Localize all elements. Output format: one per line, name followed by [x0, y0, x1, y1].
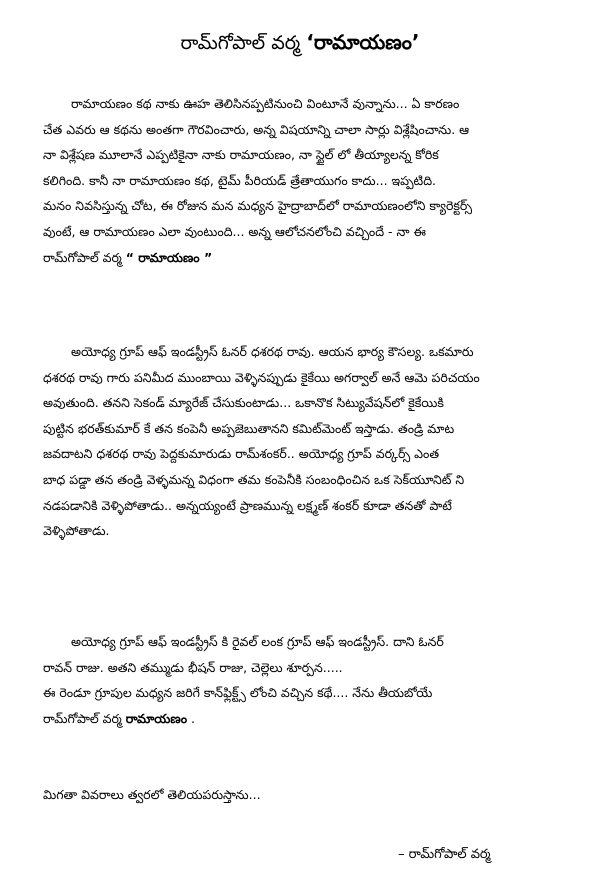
closing-prefix: రామ్‌గోపాల్ వర్మ	[43, 249, 126, 265]
paragraph-line: రావన్ రాజు. అతని తమ్ముడు భీషన్ రాజు, చెల్లెలు శూర్పన.....	[43, 659, 343, 675]
paragraph-line: ధశరథ రావు గారు పనిమీద ముంబాయి వెళ్ళినప్పుడు కైకేయి అగర్వాల్ అనే ఆమె పరిచయం	[43, 369, 480, 385]
paragraph-line: మిగతా వివరాలు త్వరలో తెలియపరుస్తాను...	[43, 787, 261, 802]
paragraph-line: చేత ఎవరు ఆ కథను అంతగా గౌరవించారు, అన్న విషయాన్ని చాలా సార్లు విశ్లేషించాను. ఆ	[43, 121, 470, 137]
paragraph-closing-line	[43, 245, 563, 271]
paragraph-closing-line	[43, 706, 563, 732]
closing-prefix: రామ్‌గోపాల్ వర్మ	[43, 710, 126, 726]
paragraph-story	[43, 339, 563, 544]
signature: – రామ్‌గోపాల్ వర్మ	[398, 847, 491, 862]
paragraph-line: జవదాటని ధశరథ రావు పెద్దకుమారుడు రామ్‌శంకర్.. అయోధ్య గ్రూప్ వర్కర్స్ ఎంత	[43, 446, 440, 462]
title-prefix: రామ్‌గోపాల్ వర్మ	[180, 32, 307, 54]
paragraph-line: బాధ పడ్డా తన తండ్రి వెళ్ళమన్న విధంగా తమ కంపెనీకి సంబంధించిన ఒక సెక్‌యూనిట్ ని	[43, 471, 465, 487]
paragraph-line: అవుతుంది. తనని సెకండ్ మ్యారేజ్ చేసుకుంటాడు... ఒకానొక సిట్యువేషన్‌లో కైకేయికి	[43, 395, 444, 411]
paragraph-line: వెళ్ళిపోతాడు.	[43, 523, 110, 539]
page-title	[0, 28, 600, 57]
paragraph-line: ఈ రెండూ గ్రూపుల మధ్యన జరిగే కాన్‌ఫ్లిక్ట్స్ లోంచి వచ్చిన కథే.... నేను తీయబోయే	[43, 685, 433, 701]
paragraph-rival	[43, 629, 563, 731]
paragraph-intro	[43, 91, 563, 270]
paragraph-line: పుట్టిన భరత్‌కుమార్ కే తన కంపెనీ అప్పజెబుతానని కమిట్‌మెంట్ ఇస్తాడు. తండ్రి మాట	[43, 420, 455, 436]
paragraph-line: నడపడానికి వెళ్ళిపోతాడు.. అన్నయ్యంటే ప్రాణమున్న లక్ష్మణ్ శంకర్ కూడా తనతో పాటే	[43, 497, 452, 513]
paragraph-more-details	[43, 782, 563, 808]
paragraph-line: అయోధ్య గ్రూప్ ఆఫ్ ఇండస్ట్రీస్ కి రైవల్ లంక గ్రూప్ ఆఫ్ ఇండస్ట్రీస్. దాని ఓనర్	[71, 634, 444, 649]
closing-bold-title: రామాయణం	[125, 710, 188, 726]
paragraph-line: నా విశ్లేషణ మూలానే ఎప్పటికైనా నాకు రామాయణం, నా స్టైల్ లో తీయ్యాలన్న కోరిక	[43, 147, 439, 163]
paragraph-line: వుంటే, ఆ రామాయణం ఎలా వుంటుంది... అన్న ఆలోచనలోంచి వచ్చిందే - నా ఈ	[43, 223, 426, 239]
paragraph-line: మనం నివసిస్తున్న చోట, ఈ రోజున మన మధ్యన హైద్రాబాద్‌లో రామాయణంలోని క్యారెక్టర్స్	[43, 198, 473, 214]
closing-suffix: .	[187, 710, 195, 726]
closing-bold-title: “ రామాయణం ”	[125, 249, 213, 265]
paragraph-line: అయోధ్య గ్రూప్ ఆఫ్ ఇండస్ట్రీస్ ఓనర్ ధశరథ రావు. ఆయన భార్య కౌసల్య. ఒకమారు	[71, 344, 474, 359]
title-emphasis: ‘రామాయణం’	[306, 30, 420, 54]
paragraph-line: రామాయణం కథ నాకు ఊహ తెలిసినప్పటినుంచి వింటూనే వున్నాను... ఏ కారణం	[71, 96, 460, 111]
paragraph-line: కలిగింది. కానీ నా రామాయణం కథ, టైమ్ పీరియడ్ త్రేతాయుగం కాదు... ఇప్పటిది.	[43, 172, 437, 188]
